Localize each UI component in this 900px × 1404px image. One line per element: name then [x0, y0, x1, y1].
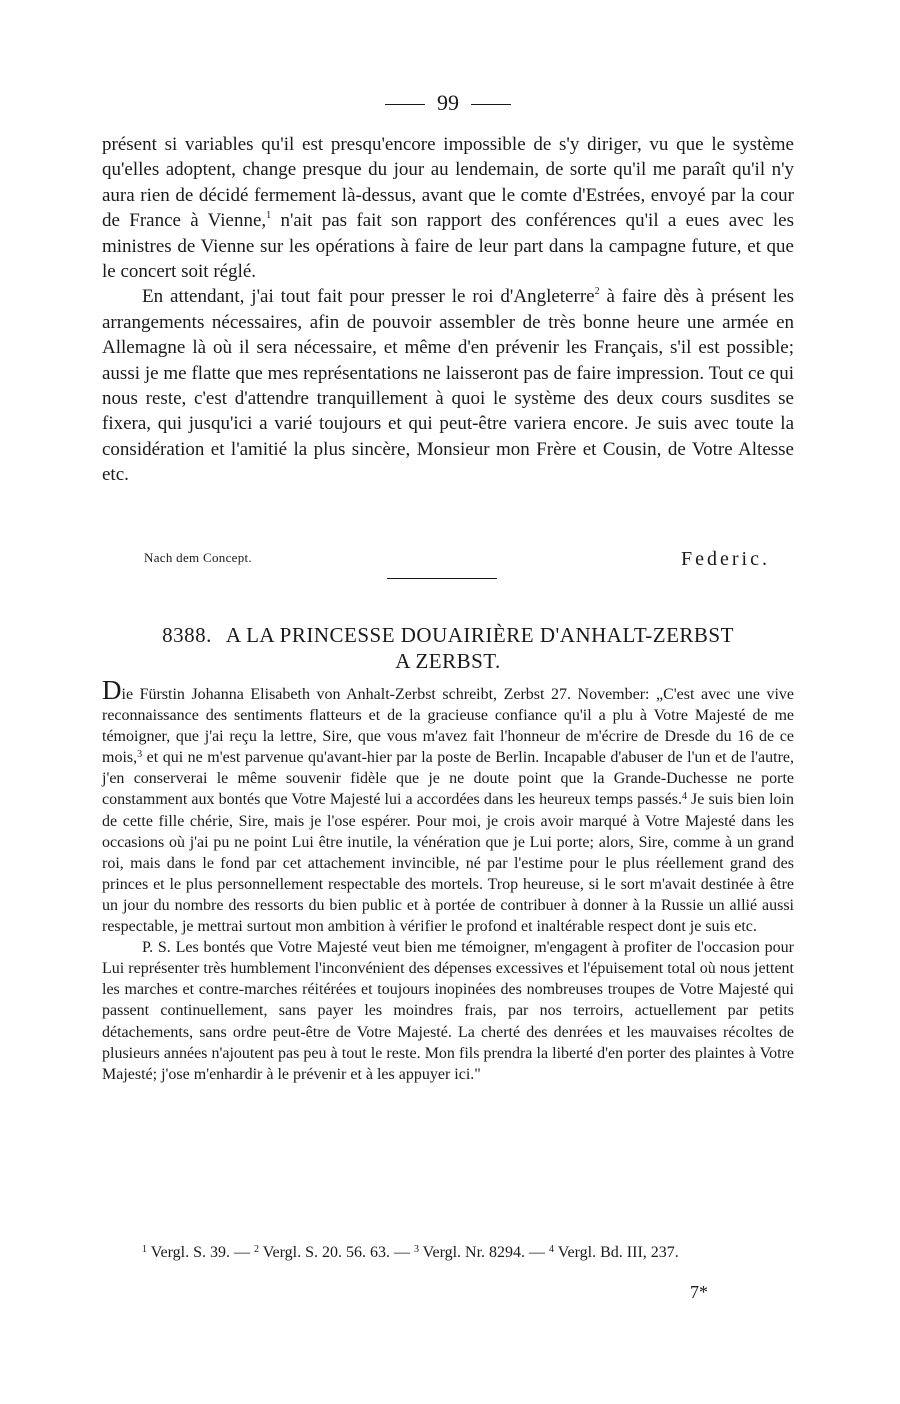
letter-continuation — [102, 132, 794, 488]
postscript: P. S. Les bontés que Votre Majesté veut bien me témoigner, m'engagent à profiter de l'occasion pour Lui représenter très humblement l'inconvénient des dépenses excessives et l'épuisement total où nous jettent les marches et contre-marches réitérées et toujours inopinées des nombreuses troupes de Votre Majesté qui passent continuellement, sans payer les moindres frais, par nos terroirs, actuellement par petits détachements, sans ordre peut-être de Votre Majesté. La cherté des denrées et les mauvaises récoltes de plusieurs années n'ajoutent pas peu à tout le reste. Mon fils prendra la liberté d'en porter des plaintes à Votre Majesté; j'ose m'enhardir à le prévenir et à les appuyer ici." — [102, 939, 794, 1083]
page-number-dash-right — [471, 104, 511, 105]
heading-line-1: 8388. A LA PRINCESSE DOUAIRIÈRE D'ANHALT-ZERBST — [162, 623, 734, 647]
page-number — [102, 88, 794, 118]
drop-cap: D — [102, 675, 122, 705]
paragraph-2: En attendant, j'ai tout fait pour presser le roi d'Angleterre$^2$ à faire dès à présent les arrangements nécessaires, afin de pouvoir assembler de très bonne heure une armée en Allemagne là où il sera nécessaire, et même d'en prévenir les Français, s'il est possible; aussi je me flatte que mes représentations ne laisseront pas de faire impression. Tout ce qui nous reste, c'est d'attendre tranquillement à quoi le système des deux cours susdites se fixera, qui jusqu'ici a varié toujours et qui peut-être variera encore. Je suis avec toute la considération et l'amitié la plus sincère, Monsieur mon Frère et Cousin, de Votre Altesse etc. — [102, 286, 794, 486]
section-divider — [387, 578, 497, 579]
page-number-dash-left — [385, 104, 425, 105]
letter-body — [102, 675, 794, 1085]
heading-line-2: A ZERBST. — [395, 649, 501, 673]
footnote-ref-4: 4 — [681, 791, 687, 803]
source-note: Nach dem Concept. — [144, 550, 252, 565]
letter-intro: Die Fürstin Johanna Elisabeth von Anhalt-Zerbst schreibt, Zerbst 27. November: „C'est avec une vive reconnaissance des sentiments flatteurs et de la gracieuse confiance qu'il a plu à Votre Majesté de me témoigner, que j'ai reçu la lettre, Sire, que vous m'avez fait l'honneur de m'écrire de Dresde du 16 de ce mois,$^3$ et qui ne m'est parvenue qu'avant-hier par la poste de Berlin. Incapable d'abuser de l'un et de l'autre, j'en conserverai le même souvenir fidèle que je ne doute point que la Grande-Duchesse ne porte constamment aux bontés que Votre Majesté lui a accordées dans les heureux temps passés.$^4$ Je suis bien loin de cette fille chérie, Sire, mais je l'ose espérer. Pour moi, je crois avoir marqué à Votre Majesté dans les occasions où j'ai pu ne point Lui être inutile, la vénération que je Lui porte; alors, Sire, comme à un grand roi, mais dans le fond par cet attachement invincible, né par l'estime pour le plus réellement grand des princes et le plus personnellement respectable des mortels. Trop heureuse, si le sort m'avait destinée à être un jour du nombre des ressorts du bien public et à portée de contribuer à donner à la Russie un allié aussi respectable, je mettrai surtout mon ambition à vérifier le profond et inaltérable respect dont je suis etc. — [102, 675, 794, 936]
footnote-ref-2: 2 — [594, 286, 600, 298]
page-number-text: 99 — [437, 90, 459, 115]
paragraph-1: présent si variables qu'il est presqu'encore impossible de s'y diriger, vu que le système qu'elles adoptent, change presque du jour au lendemain, de sorte qu'il me paraît qu'il n'y aura rien de décidé fermement là-dessus, avant que le comte d'Estrées, envoyé par la cour de France à Vienne,$^1$ n'ait pas fait son rapport des conférences qu'il a eues avec les ministres de Vienne sur les opérations à faire de leur part dans la campagne future, et que le concert soit réglé. — [102, 134, 794, 283]
footnote-ref-3: 3 — [137, 749, 143, 761]
letter-number: 8388. — [162, 623, 212, 647]
sheet-signature: 7* — [690, 1282, 708, 1302]
footnote-ref-1: 1 — [266, 210, 272, 222]
section-heading — [102, 622, 794, 674]
signoff: Federic. — [681, 548, 770, 570]
footnotes: $^1$ Vergl. S. 39. — $^2$ Vergl. S. 20. 56. 63. — $^3$ Vergl. Nr. 8294. — $^4$ Vergl. Bd. III, 237. — [142, 1244, 679, 1261]
